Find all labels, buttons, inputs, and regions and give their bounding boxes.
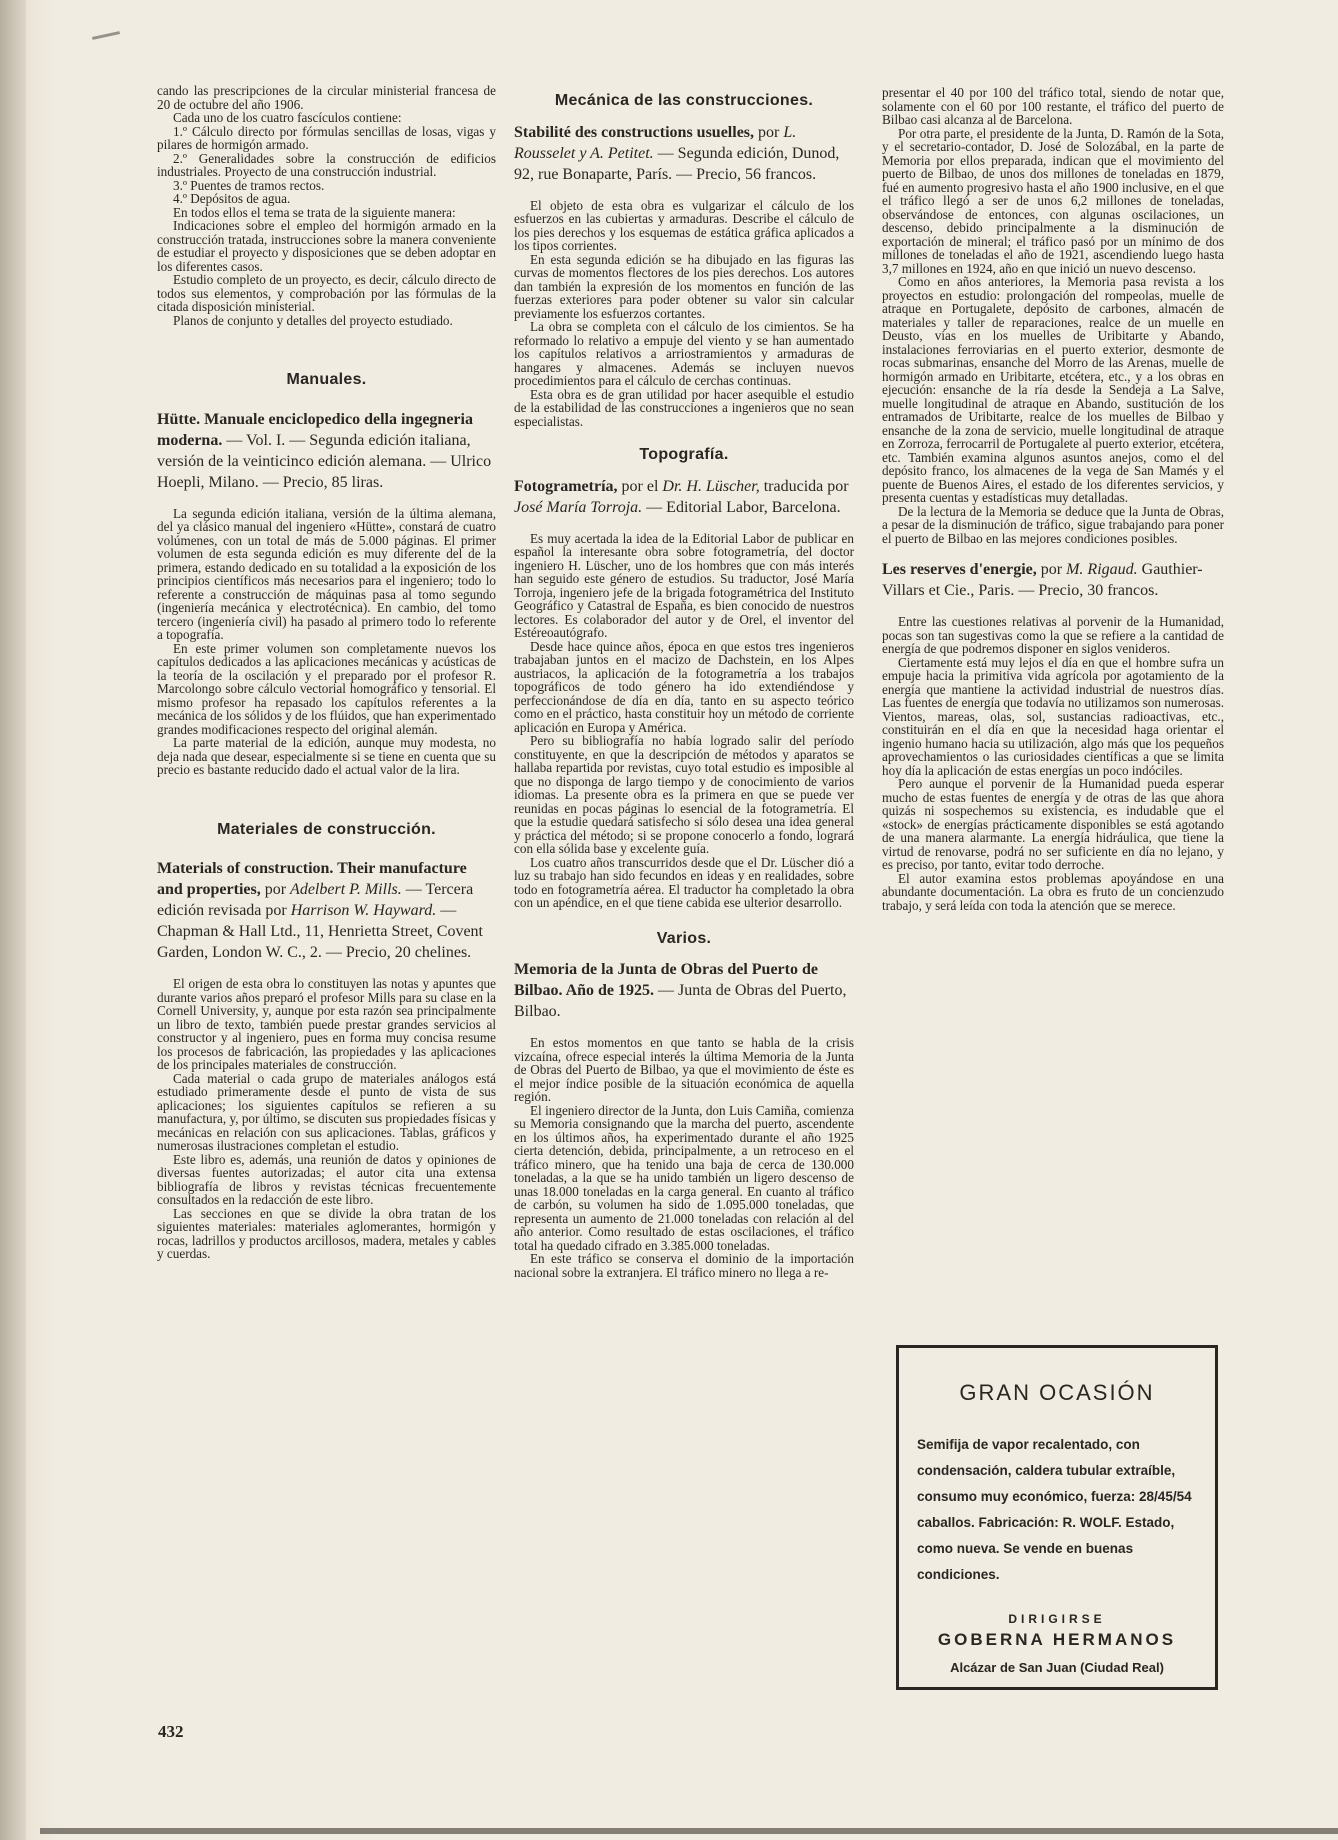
bottom-rule [40,1828,1338,1834]
paragraph: Es muy acertada la idea de la Editorial Labor de publicar en español la interesante obra sobre fotogrametría, del doctor ingeniero H. Lüscher, uno de los hombres que con más interés han seguido este género de estudios. Su traductor, José María Torroja, ingeniero jefe de la brigada fotogramétrica del Instituto Geográfico y Catastral de España, es bien conocido de nuestros lectores. Es colaborador del autor y de Orel, el inventor del Estéreoautógrafo. [514,530,854,640]
book-info: por [1036,561,1067,578]
paragraph: Indicaciones sobre el empleo del hormigón armado en la construcción tratada, instrucciones sobre la manera conveniente de estudiar el proyecto y disposiciones que se deben adoptar en los diferentes casos. [157,218,496,274]
paragraph: Esta obra es de gran utilidad por hacer asequible el estudio de la estabilidad de las construcciones a ingenieros que no sean especialistas. [514,386,854,429]
paragraph: En este tráfico se conserva el dominio de la importación nacional sobre la extranjera. El tráfico minero no llega a re- [514,1251,854,1280]
section-heading-topografia: Topografía. [639,446,729,463]
paragraph: Desde hace quince años, época en que estos tres ingenieros trabajaban juntos en el macizo de Dachstein, en los Alpes austriacos, la aplicación de la fotogrametría a los trabajos topográficos de todo género ha ido extendiéndose y perfeccionándose de día en día, tanto en su aspecto teórico como en el práctico, hasta constituir hoy un método de corriente aplicación en Europa y América. [514,638,854,735]
paragraph: La obra se completa con el cálculo de los cimientos. Se ha reformado lo relativo a empuje del viento y se han aumentado los capítulos relativos a arriostramientos y armaduras de hangares y almacenes. Además se incluyen nuevos procedimientos para el cálculo de cerchas continuas. [514,319,854,388]
paragraph: El objeto de esta obra es vulgarizar el cálculo de los esfuerzos en las cubiertas y armaduras. Describe el cálculo de los pies derechos y los esquemas de estática gráfica aplicados a los tipos corrientes. [514,197,854,253]
book-entry-reserves [882,559,1224,601]
paragraph: 2.º Generalidades sobre la construcción de edificios industriales. Proyecto de una construcción industrial. [157,150,496,179]
book-title: Les reserves d'energie, [882,561,1037,578]
book-title: Memoria de la Junta de Obras del Puerto de Bilbao. Año de 1925. [514,961,818,999]
paragraph: En esta segunda edición se ha dibujado en las figuras las curvas de momentos flectores de los pies derechos. Los autores dan también la expresión de los momentos en función de las fuerzas exteriores para poder obtener su valor sin calcular previamente los esfuerzos cortantes. [514,251,854,321]
paragraph: cando las prescripciones de la circular ministerial francesa de 20 de octubre del año 1906. [157,83,496,112]
ad-address: Alcázar de San Juan (Ciudad Real) [950,1660,1164,1675]
book-author: L. Rousselet y A. Petitet. [514,123,797,162]
paragraph: El autor examina estos problemas apoyándose en una abundante documentación. La obra es fruto de un concienzudo trabajo, y será leída con toda la atención que se merece. [882,870,1224,913]
paragraph: Pero aunque el porvenir de la Humanidad pueda esperar mucho de estas fuentes de energía y de otras de las que ahora quizás ni sospechemos su existencia, es indudable que el «stock» de energías prácticamente disponibles se está agotando de una manera alarmante. La energía hidráulica, que tiene la virtud de renovarse, podrá no ser suficiente en día no lejano, y es preciso, por tanto, evitar todo derroche. [882,776,1224,872]
book-title: Fotogrametría, [514,477,618,495]
book-title: Materials of construction. Their manufacture and properties, [157,860,467,898]
book-title: Stabilité des constructions usuelles, [514,123,755,141]
ad-contact-label: DIRIGIRSE [1008,1612,1106,1626]
paragraph: En estos momentos en que tanto se habla de la crisis vizcaína, ofrece especial interés la última Memoria de la Junta de Obras del Puerto de Bilbao, ya que el movimiento de éste es el mejor índice posible de la situación económica de aquella región. [514,1035,854,1104]
section-heading-varios: Varios. [656,929,712,947]
binding-gutter [0,0,26,1840]
book-info: — Editorial Labor, Barcelona. [642,498,841,516]
paragraph: La parte material de la edición, aunque muy modesta, no deja nada que desear, especialmente si se tiene en cuenta que su precio es bastante reducido dado el actual valor de la lira. [157,735,496,777]
book-entry-fotogrametria [514,476,854,518]
paragraph: 1.º Cálculo directo por fórmulas sencillas de losas, vigas y pilares de hormigón armado. [157,123,496,152]
paragraph: Entre las cuestiones relativas al porvenir de la Humanidad, pocas son tan sugestivas como la que se refiere a la cantidad de energía de que podremos disponer en siglos venideros. [882,614,1224,656]
paragraph: Cada uno de los cuatro fascículos contiene: [173,110,402,125]
book-reviser: Harrison W. Hayward. [290,902,437,919]
paragraph: El ingeniero director de la Junta, don Luis Camiña, comienza su Memoria consignando que la marcha del puerto, ascendente en los últimos años, ha experimentado durante el año 1925 cierta detención, debida, principalmente, a un retroceso en el tráfico minero, que ha tenido una baja de cerca de 130.000 toneladas, a la que se ha unido también un ligero descenso de unas 18.000 toneladas en la carga general. En cuanto al tráfico de carbón, su volumen ha sido de 1.095.000 toneladas, que representa un aumento de 21.000 toneladas con relación al del año anterior. Como resultado de estas oscilaciones, el tráfico total ha quedado cifrado en 3.385.000 toneladas. [514,1102,854,1253]
book-info: traducida por [759,477,849,495]
book-info: por el [617,477,663,495]
book-info: — Junta de Obras del Puerto, Bilbao. [514,982,847,1020]
paragraph: En este primer volumen son completamente nuevos los capítulos dedicados a las aplicaciones mecánicas y acústicas de la teoría de la oscilación y el preparado por el profesor R. Marcolongo sobre cálculo vectorial homográfico y tensorial. El mismo profesor ha repasado los capítulos referentes a la mecánica de los sólidos y de los flúidos, que han experimentado grandes modificaciones respecto del original alemán. [157,640,496,737]
book-info: por [754,123,784,141]
book-entry-hutte [157,409,496,493]
paragraph: Como en años anteriores, la Memoria pasa revista a los proyectos en estudio: prolongación del rompeolas, muelle de atraque en Portugalete, depósito de carbones, almacén de materiales y taller de reparaciones, realce de un muelle en Deusto, vías en los muelles de Uribitarte y Abando, instalaciones ferroviarias en el puerto exterior, desmonte de rocas submarinas, ensanche del Morro de las Arenas, muelle de hormigón armado en Uribitarte, etcétera, etc., y a los obras en ejecución: ensanche de la ría desde la Sendeja a La Salve, muelle longitudinal de atraque en Abando, sustitución de los entramados de Uribitarte, realce de los muelles de Bilbao y ensanche de la zona de servicio, muelle longitudinal de atraque en Zorroza, ferrocarril de Portugalete al puerto exterior, etcétera, etc. También examina algunos asuntos anejos, como el del depósito franco, los almacenes de la vega de San Mamés y el puente de Buenos Aires, el estado de los diferentes servicios, y presenta cuentas y estadísticas muy detalladas. [882,274,1224,505]
paragraph: presentar el 40 por 100 del tráfico total, siendo de notar que, solamente con el 60 por 100 restante, el tráfico del puerto de Bilbao casi alcanza al de Barcelona. [882,85,1224,127]
advertisement-box [896,1345,1218,1690]
paragraph: De la lectura de la Memoria se deduce que la Junta de Obras, a pesar de la disminución de tráfico, sigue trabajando para poner el puerto de Bilbao en las mejores condiciones posibles. [882,503,1224,546]
paragraph: Las secciones en que se divide la obra tratan de los siguientes materiales: materiales aglomerantes, hormigón y rocas, ladrillos y productos arcillosos, madera, metales y cables y cuerdas. [157,1205,496,1261]
paragraph: En todos ellos el tema se trata de la siguiente manera: [173,204,456,220]
paragraph: Cada material o cada grupo de materiales análogos está estudiado primeramente desde el punto de vista de sus aplicaciones; los siguientes capítulos se refieren a su manufactura, y, por último, se discuten sus propiedades físicas y mecánicas en relación con sus aplicaciones. Tablas, gráficos y numerosas ilustraciones completan el estudio. [157,1070,497,1153]
paragraph: El origen de esta obra lo constituyen las notas y apuntes que durante varios años preparó el profesor Mills para su clase en la Cornell University, y, aunque por esta razón sea principalmente un libro de texto, también puede prestar grandes servicios al constructor y al ingeniero, pues en forma muy concisa resume los procesos de fabricación, las propiedades y las aplicaciones de los principales materiales de construcción. [157,976,496,1072]
book-entry-materials [157,858,496,963]
book-info: — Segunda edición, Dunod, 92, rue Bonaparte, París. — Precio, 56 francos. [514,144,840,183]
ad-body: Semifija de vapor recalentado, con condensación, caldera tubular extraíble, consumo muy económico, fuerza: 28/45/54 caballos. Fabricación: R. WOLF. Estado, como nueva. Se vende en buenas condiciones. [917,1437,1192,1582]
ad-title: GRAN OCASIÓN [959,1380,1155,1405]
book-info: — Tercera edición revisada por [157,881,474,919]
section-heading-materiales: Materiales de construcción. [217,820,436,838]
paragraph: 3.º Puentes de tramos rectos. [173,177,325,193]
section-heading-mecanica: Mecánica de las construcciones. [554,92,814,109]
paragraph: Planos de conjunto y detalles del proyecto estudiado. [173,312,453,328]
paragraph: Estudio completo de un proyecto, es decir, cálculo directo de todos sus elementos, y comprobación por las fórmulas de la citada disposición ministerial. [157,272,496,314]
paragraph: Por otra parte, el presidente de la Junta, D. Ramón de la Sota, y el secretario-contador, D. José de Solozábal, en la parte de Memoria por ellos preparada, indican que el movimiento del puerto de Bilbao, de unos dos millones de toneladas en 1879, fué en aumento progresivo hasta el año 1900 inclusive, en el que el tráfico llegó a ser de unos 6,2 millones de toneladas, observándose de entonces, con algunas oscilaciones, un descenso, debido principalmente a la disminución de exportación de mineral; el tráfico pasó por un mínimo de dos millones de toneladas el año de 1921, ascendiendo luego hasta 3,7 millones en 1924, año en que inició un nuevo descenso. [882,125,1224,276]
book-author: M. Rigaud. [1066,561,1138,578]
book-info: — Vol. I. — Segunda edición italiana, versión de la veinticinco edición alemana. — Ulrico Hoepli, Milano. — Precio, 85 liras. [157,431,492,491]
paragraph: 4.º Depósitos de agua. [173,191,291,206]
ad-firm-name: GOBERNA HERMANOS [937,1630,1177,1649]
book-author: Adelbert P. Mills. [290,881,402,898]
column-left [157,84,496,1261]
paragraph: Los cuatro años transcurridos desde que el Dr. Lüscher dió a luz su trabajo han sido fecundos en ideas y en realidades, sobre todo en fotogrametría aérea. El traductor ha completado la obra con un apéndice, en el que tiene cabida ese ulterior desarrollo. [514,854,854,910]
section-heading-manuales: Manuales. [286,371,367,388]
page-number: 432 [158,1722,184,1741]
book-info: — Chapman & Hall Ltd., 11, Henrietta Street, Covent Garden, London W. C., 2. — Precio, 20 chelines. [157,902,483,961]
book-info: Gauthier-Villars et Cie., Paris. — Precio, 30 francos. [882,561,1203,599]
book-translator: José María Torroja. [514,498,643,516]
book-title: Hütte. Manuale enciclopedico della ingegneria moderna. [157,410,473,449]
book-info: por [260,881,291,898]
paragraph: Pero su bibliografía no había logrado salir del período constituyente, en que la descripción de métodos y aparatos se hallaba repartida por revistas, cuyo total estudio es imposible al que no disponga de largo tiempo y de conocimiento de varios idiomas. La presente obra es la primera en que se puede ver reunidas en pocas páginas lo esencial de la fotogrametría. El que la estudie quedará satisfecho si sólo desea una idea general y práctica del método; si se propone conocerlo a fondo, logrará con ella sólida base y excelente guía. [514,733,854,856]
pencil-mark [92,31,120,40]
paragraph: Ciertamente está muy lejos el día en que el hombre sufra un empuje hacia la primitiva vida agrícola por agotamiento de la energía que mantiene la actividad industrial de nuestros días. Las fuentes de energía que todavía no utilizamos son numerosas. Vientos, mareas, olas, sol, sustancias radioactivas, etc., constituirán en el día en que la necesidad haga orientar el ingenio humano hacia su utilización, algo más que los pequeños aprovechamientos o las curiosidades científicas a que se limita hoy día la aplicación de estas energías un poco indóciles. [882,654,1224,778]
book-entry-stabilite [514,122,854,185]
paragraph: La segunda edición italiana, versión de la última alemana, del ya clásico manual del ingeniero «Hütte», constará de cuatro volúmenes, con un total de más de 5.000 páginas. El primer volumen de esta segunda edición es muy diferente del de la primera, estando dedicado en su totalidad a la exposición de los principios científicos más necesarios para el ingeniero; todo lo referente a construcción de máquinas pasa al tomo segundo (ingeniería mecánica y electrotécnica). En cambio, del tomo tercero (ingeniería civil) ha pasado al primero todo lo referente a topografía. [157,505,496,642]
paragraph: Este libro es, además, una reunión de datos y opiniones de diversas fuentes autorizadas; el autor cita una extensa bibliografía de libros y revistas técnicas frecuentemente consultados en la redacción de este libro. [157,1151,496,1207]
column-middle [514,94,854,1279]
book-entry-memoria [514,959,854,1022]
column-right [882,86,1224,912]
book-author: Dr. H. Lüscher, [662,477,760,495]
